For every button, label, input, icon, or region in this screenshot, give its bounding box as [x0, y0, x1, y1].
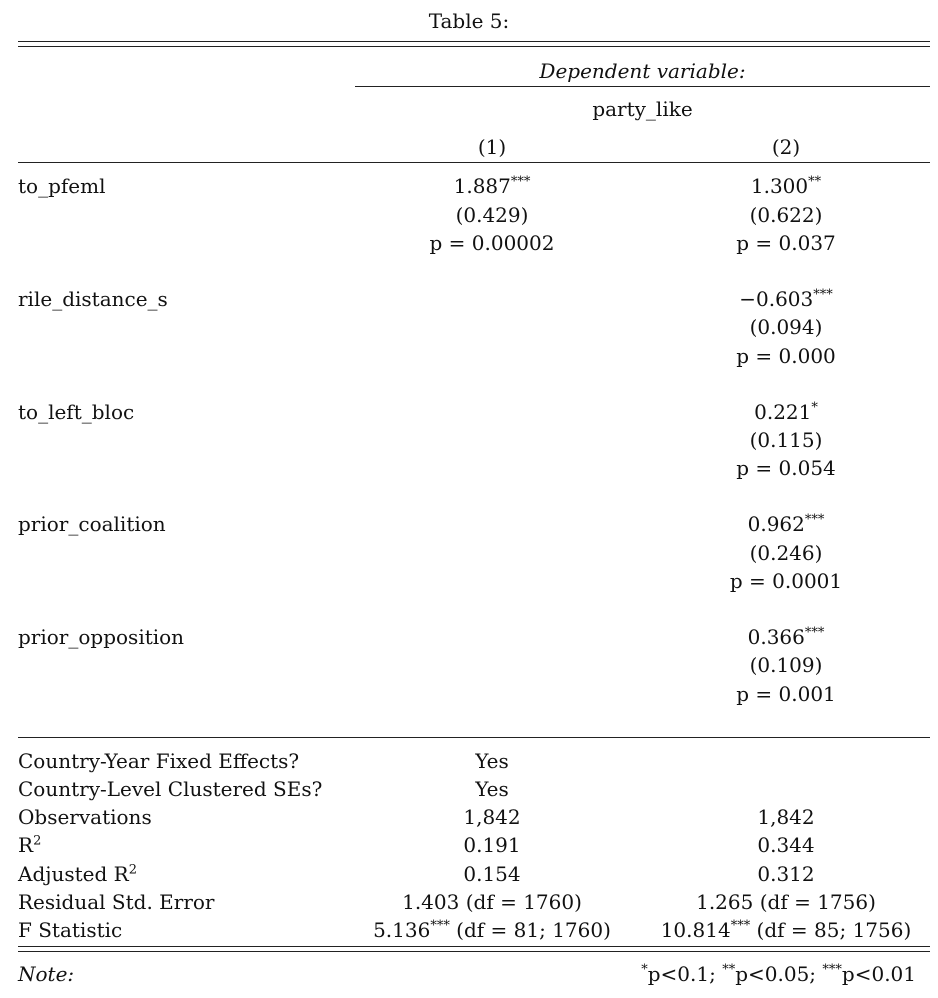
p-value-cell: p = 0.037: [736, 231, 836, 255]
dependent-variable-label: Dependent variable:: [539, 59, 746, 83]
p-value-cell: p = 0.000: [736, 344, 836, 368]
bottom-rule-2: [18, 951, 930, 952]
stat-label-clustered-ses: Country-Level Clustered SEs?: [18, 777, 323, 801]
stat-value-clustered-ses-1: Yes: [475, 777, 509, 801]
top-rule-1: [18, 41, 930, 42]
stat-label-r2: $R^2$: [18, 833, 42, 857]
se-cell: (0.115): [749, 428, 823, 452]
se-cell: (0.246): [749, 541, 823, 565]
se-cell: (0.622): [749, 203, 823, 227]
stat-value-observations-2: 1,842: [757, 805, 815, 829]
stat-value-f-statistic-1: 5.136*** (df = 81; 1760): [373, 918, 611, 942]
coef-cell: 0.366***: [747, 625, 825, 649]
se-cell: (0.429): [455, 203, 529, 227]
p-value-cell: p = 0.00002: [429, 231, 555, 255]
coef-cell: 0.221*: [754, 400, 818, 424]
bottom-rule-1: [18, 946, 930, 947]
row-label-prior-coalition: prior_coalition: [18, 512, 166, 536]
header-rule: [18, 162, 930, 163]
coef-cell: 1.300**: [750, 174, 822, 198]
p-value-cell: p = 0.001: [736, 682, 836, 706]
dependent-variable-rule: [355, 86, 930, 87]
stat-value-adjusted-r2-1: 0.154: [463, 862, 521, 886]
stat-label-fixed-effects: Country-Year Fixed Effects?: [18, 749, 300, 773]
coef-cell: 1.887***: [453, 174, 531, 198]
stat-value-adjusted-r2-2: 0.312: [757, 862, 815, 886]
stat-label-f-statistic: F Statistic: [18, 918, 123, 942]
row-label-to-pfeml: to_pfeml: [18, 174, 106, 198]
column-2-header: (2): [771, 135, 801, 159]
stat-value-r2-2: 0.344: [757, 833, 815, 857]
stats-rule: [18, 737, 930, 738]
stat-label-adjusted-r2: Adjusted $R^2$: [18, 862, 137, 886]
p-value-cell: p = 0.054: [736, 456, 836, 480]
stat-label-residual-std-error: Residual Std. Error: [18, 890, 215, 914]
stat-label-observations: Observations: [18, 805, 152, 829]
top-rule-2: [18, 46, 930, 47]
stat-value-residual-std-error-1: 1.403 (df = 1760): [402, 890, 582, 914]
coef-cell: 0.962***: [747, 512, 825, 536]
column-1-header: (1): [477, 135, 507, 159]
note-label: Note:: [18, 962, 75, 986]
se-cell: (0.109): [749, 653, 823, 677]
row-label-prior-opposition: prior_opposition: [18, 625, 185, 649]
stat-value-r2-1: 0.191: [463, 833, 521, 857]
row-label-rile-distance-s: rile_distance_s: [18, 287, 168, 311]
coef-cell: −0.603***: [739, 287, 833, 311]
stat-value-f-statistic-2: 10.814*** (df = 85; 1756): [660, 918, 912, 942]
stat-value-fixed-effects-1: Yes: [475, 749, 509, 773]
p-value-cell: p = 0.0001: [729, 569, 843, 593]
row-label-to-left-bloc: to_left_bloc: [18, 400, 135, 424]
dependent-variable-name: party_like: [592, 97, 693, 121]
significance-note: *p<0.1; **p<0.05; ***p<0.01: [641, 962, 916, 986]
se-cell: (0.094): [749, 315, 823, 339]
stat-value-residual-std-error-2: 1.265 (df = 1756): [696, 890, 876, 914]
stat-value-observations-1: 1,842: [463, 805, 521, 829]
table-caption: Table 5:: [428, 9, 510, 33]
